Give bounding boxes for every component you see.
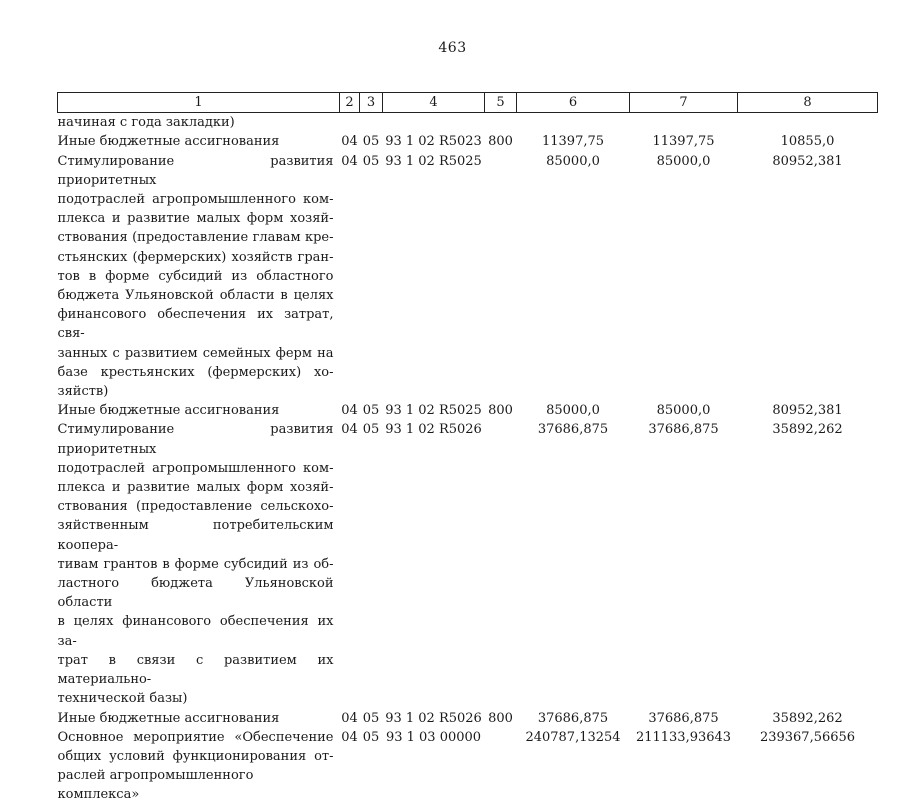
amount-col-7: 211133,93643 (635, 729, 732, 745)
section-code: 05 (362, 134, 380, 150)
table-header (58, 93, 878, 113)
amount-col-8: 35892,262 (772, 422, 843, 438)
description-line: базе крестьянских (фермерских) хо- (57, 364, 334, 380)
description-line: начиная с года закладки) (57, 115, 235, 131)
amount-col-8: 80952,381 (772, 153, 843, 169)
description-line: плекса и развитие малых форм хозяй- (57, 480, 334, 496)
amount-col-7: 85000,0 (656, 403, 711, 419)
description-line: в целях финансового обеспечения их за- (57, 614, 334, 649)
section-code: 05 (362, 422, 380, 438)
target-article-code: 93 1 02 R5023 (385, 134, 482, 150)
description-line: Основное мероприятие «Обеспечение (57, 729, 334, 745)
table-row (58, 420, 878, 708)
chapter-code: 04 (341, 134, 358, 150)
amount-col-6: 11397,75 (541, 134, 605, 150)
amount-col-6: 85000,0 (546, 403, 600, 419)
row-description (58, 401, 340, 420)
description-line: финансового обеспечения их затрат, свя- (57, 307, 334, 342)
expense-type-code: 800 (488, 710, 513, 726)
row-description (58, 152, 340, 402)
amount-col-8: 10855,0 (780, 134, 835, 150)
description-line: подотраслей агропромышленного ком- (57, 192, 334, 208)
description-line: раслей агропромышленного комплекса» (57, 768, 254, 803)
description-line: зяйственным потребительским коопера- (57, 518, 334, 553)
description-line: зяйств) (57, 384, 109, 400)
row-description (58, 113, 340, 133)
expense-type-code (485, 728, 517, 805)
section-code: 05 (362, 153, 380, 169)
section-code: 05 (362, 403, 380, 419)
amount-col-7: 37686,875 (648, 710, 719, 726)
target-article-code (383, 113, 485, 133)
amount-col-8: 80952,381 (772, 403, 843, 419)
chapter-code: 04 (341, 729, 358, 745)
amount-col-7: 37686,875 (648, 422, 719, 438)
description-line: ствования (предоставление сельскохо- (57, 499, 334, 515)
header-col-8: 8 (738, 93, 878, 113)
budget-table (57, 92, 878, 805)
table-row (58, 152, 878, 402)
header-row (58, 93, 878, 113)
description-line: Иные бюджетные ассигнования (57, 710, 280, 726)
amount-col-8: 35892,262 (772, 710, 843, 726)
amount-col-7: 11397,75 (652, 134, 715, 150)
expense-type-code: 800 (488, 134, 513, 150)
description-line: технической базы) (57, 691, 188, 707)
chapter-code: 04 (341, 403, 358, 419)
chapter-code (340, 113, 360, 133)
chapter-code: 04 (341, 422, 358, 438)
table-body (58, 113, 878, 805)
description-line: трат в связи с развитием их материально- (57, 652, 334, 688)
description-line: Стимулирование развития приоритетных (57, 422, 334, 457)
amount-col-6: 240787,13254 (525, 729, 621, 745)
description-line: подотраслей агропромышленного ком- (57, 460, 334, 476)
expense-type-code (485, 113, 517, 133)
section-code: 05 (362, 729, 380, 745)
description-line: тов в форме субсидий из областного (57, 268, 334, 284)
description-line: плекса и развитие малых форм хозяй- (57, 211, 334, 227)
target-article-code: 93 1 02 R5025 (385, 153, 482, 169)
table-row (58, 709, 878, 728)
table-row (58, 113, 878, 133)
expense-type-code (485, 152, 517, 402)
expense-type-code (485, 420, 517, 708)
amount-col-8: 239367,56656 (759, 729, 856, 745)
amount-col-7: 85000,0 (656, 153, 711, 169)
target-article-code: 93 1 02 R5025 (385, 403, 482, 419)
description-line: ластного бюджета Ульяновской области (57, 576, 334, 611)
description-line: тивам грантов в форме субсидий из об- (57, 556, 334, 572)
section-code (360, 113, 383, 133)
amount-col-6: 85000,0 (546, 153, 600, 169)
chapter-code: 04 (341, 153, 358, 169)
amount-col-8 (738, 113, 878, 133)
row-description (58, 132, 340, 151)
description-line: общих условий функционирования от- (57, 748, 334, 764)
amount-col-6: 37686,875 (537, 422, 609, 438)
row-description (58, 728, 340, 805)
row-description (58, 420, 340, 708)
header-col-5: 5 (485, 93, 517, 113)
row-description (58, 709, 340, 728)
description-line: бюджета Ульяновской области в целях (57, 288, 334, 304)
description-line: Иные бюджетные ассигнования (57, 134, 280, 150)
description-line: ствования (предоставление главам кре- (57, 230, 334, 246)
table-row (58, 401, 878, 420)
chapter-code: 04 (341, 710, 358, 726)
amount-col-7 (630, 113, 738, 133)
header-col-6: 6 (517, 93, 630, 113)
expense-type-code: 800 (488, 403, 513, 419)
description-line: Иные бюджетные ассигнования (57, 403, 280, 419)
table-row (58, 728, 878, 805)
target-article-code: 93 1 02 R5026 (385, 710, 482, 726)
target-article-code: 93 1 03 00000 (385, 729, 482, 745)
description-line: Стимулирование развития приоритетных (57, 153, 334, 188)
description-line: занных с развитием семейных ферм на (57, 345, 334, 361)
description-line: стьянских (фермерских) хозяйств гран- (57, 249, 334, 265)
header-col-3: 3 (360, 93, 383, 113)
header-col-7: 7 (630, 93, 738, 113)
section-code: 05 (362, 710, 380, 726)
amount-col-6 (517, 113, 630, 133)
header-col-1: 1 (58, 93, 340, 113)
amount-col-6: 37686,875 (537, 710, 609, 726)
target-article-code: 93 1 02 R5026 (385, 422, 482, 438)
header-col-4: 4 (383, 93, 485, 113)
header-col-2: 2 (340, 93, 360, 113)
page-number: 463 (438, 40, 467, 56)
table-row (58, 132, 878, 151)
